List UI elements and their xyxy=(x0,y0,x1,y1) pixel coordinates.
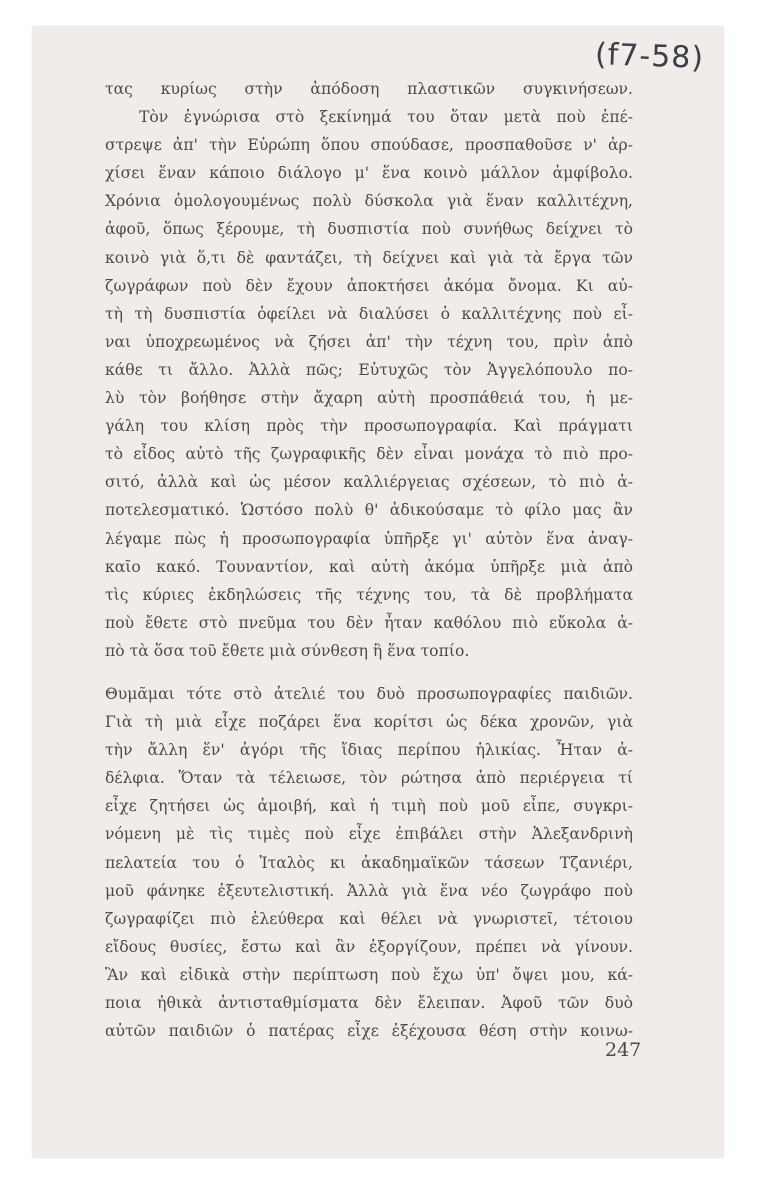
text-line: Θυμᾶμαι τότε στὸ ἀτελιέ του δυὸ προσωπογραφίες παιδιῶν. xyxy=(105,685,633,703)
text-line: πὸ τὰ ὅσα τοῦ ἔθετε μιὰ σύνθεση ἢ ἕνα τοπίο. xyxy=(105,641,470,660)
text-line: Ἂν καὶ εἰδικὰ στὴν περίπτωση ποὺ ἔχω ὑπ' ὄψει μου, κά- xyxy=(105,965,633,984)
text-line: τὸ εἶδος αὐτὸ τῆς ζωγραφικῆς δὲν εἶναι μονάχα τὸ πιὸ προ- xyxy=(105,445,633,464)
text-line: λέγαμε πὼς ἡ προσωπογραφία ὑπῆρξε γι' αὐτὸν ἕνα ἀναγ- xyxy=(105,529,633,548)
page-number: 247 xyxy=(605,1039,642,1061)
text-line: νόμενη μὲ τὶς τιμὲς ποὺ εἶχε ἐπιβάλει στὴν Ἀλεξανδρινὴ xyxy=(105,825,633,844)
text-line: τὴν ἄλλη ἕν' ἀγόρι τῆς ἴδιας περίπου ἡλικίας. Ἦταν ἀ- xyxy=(105,741,633,760)
text-line: τας κυρίως στὴν ἀπόδοση πλαστικῶν συγκινήσεων. xyxy=(105,80,633,98)
text-line: Τὸν ἐγνώρισα στὸ ξεκίνημά του ὅταν μετὰ ποὺ ἐπέ- xyxy=(139,108,633,127)
text-line: αὐτῶν παιδιῶν ὁ πατέρας εἶχε ἐξέχουσα θέση στὴν κοινω- xyxy=(105,1022,633,1041)
text-line: κάθε τι ἄλλο. Ἀλλὰ πῶς; Εὐτυχῶς τὸν Ἀγγελόπουλο πο- xyxy=(105,360,633,379)
text-line: Γιὰ τὴ μιὰ εἶχε ποζάρει ἕνα κορίτσι ὡς δέκα χρονῶν, γιὰ xyxy=(105,713,633,732)
text-line: πελατεία του ὁ Ἰταλὸς κι ἀκαδημαϊκῶν τάσεων Τζανιέρι, xyxy=(105,853,633,872)
text-line: σιτό, ἀλλὰ καὶ ὡς μέσον καλλιέργειας σχέσεων, τὸ πιὸ ἀ- xyxy=(105,473,633,492)
text-line: χίσει ἕναν κάποιο διάλογο μ' ἕνα κοινὸ μάλλον ἀμφίβολο. xyxy=(105,164,633,183)
text-line: ποὺ ἔθετε στὸ πνεῦμα του δὲν ἦταν καθόλου πιὸ εὔκολα ἀ- xyxy=(105,613,633,632)
handwritten-annotation: (f7-58) xyxy=(594,37,705,76)
text-line: γάλη του κλίση πρὸς τὴν προσωπογραφία. Καὶ πράγματι xyxy=(105,417,633,436)
text-line: ναι ὑποχρεωμένος νὰ ζήσει ἀπ' τὴν τέχνη του, πρὶν ἀπὸ xyxy=(105,332,633,351)
text-line: τὴ τὴ δυσπιστία ὀφείλει νὰ διαλύσει ὁ καλλιτέχνης ποὺ εἶ- xyxy=(105,304,633,323)
text-line: ποια ἠθικὰ ἀντισταθμίσματα δὲν ἔλειπαν. Ἀφοῦ τῶν δυὸ xyxy=(105,994,633,1013)
text-line: καῖο κακό. Τουναντίον, καὶ αὐτὴ ἀκόμα ὑπῆρξε μιὰ ἀπὸ xyxy=(105,557,633,576)
text-line: Χρόνια ὁμολογουμένως πολὺ δύσκολα γιὰ ἕναν καλλιτέχνη, xyxy=(105,192,633,211)
book-page xyxy=(33,27,723,1157)
text-line: ζωγράφων ποὺ δὲν ἔχουν ἀποκτήσει ἀκόμα ὄνομα. Κι αὐ- xyxy=(105,276,633,295)
text-line: τὶς κύριες ἐκδηλώσεις τῆς τέχνης του, τὰ δὲ προβλήματα xyxy=(105,585,633,604)
text-line: ζωγραφίζει πιὸ ἐλεύθερα καὶ θέλει νὰ γνωριστεῖ, τέτοιου xyxy=(105,909,633,928)
paragraph-1 xyxy=(105,75,633,665)
text-line: εἴδους θυσίες, ἔστω καὶ ἂν ἐξοργίζουν, πρέπει νὰ γίνουν. xyxy=(105,937,633,956)
text-line: ἀφοῦ, ὅπως ξέρουμε, τὴ δυσπιστία ποὺ συνήθως δείχνει τὸ xyxy=(105,220,633,239)
text-line: ποτελεσματικό. Ὡστόσο πολὺ θ' ἀδικούσαμε τὸ φίλο μας ἂν xyxy=(105,501,633,520)
text-line: μοῦ φάνηκε ἐξευτελιστική. Ἀλλὰ γιὰ ἕνα νέο ζωγράφο ποὺ xyxy=(105,881,633,900)
text-line: εἶχε ζητήσει ὡς ἀμοιβή, καὶ ἡ τιμὴ ποὺ μοῦ εἶπε, συγκρι- xyxy=(105,797,633,816)
text-line: λὺ τὸν βοήθησε στὴν ἄχαρη αὐτὴ προσπάθειά του, ἡ με- xyxy=(105,389,633,408)
text-line: κοινὸ γιὰ ὅ,τι δὲ φαντάζει, τὴ δείχνει καὶ γιὰ τὰ ἔργα τῶν xyxy=(105,248,633,267)
text-line: δέλφια. Ὅταν τὰ τέλειωσε, τὸν ρώτησα ἀπὸ περιέργεια τί xyxy=(105,769,633,788)
text-line: στρεψε ἀπ' τὴν Εὐρώπη ὅπου σπούδασε, προσπαθοῦσε ν' ἀρ- xyxy=(105,136,633,155)
paragraph-2 xyxy=(105,680,633,1045)
